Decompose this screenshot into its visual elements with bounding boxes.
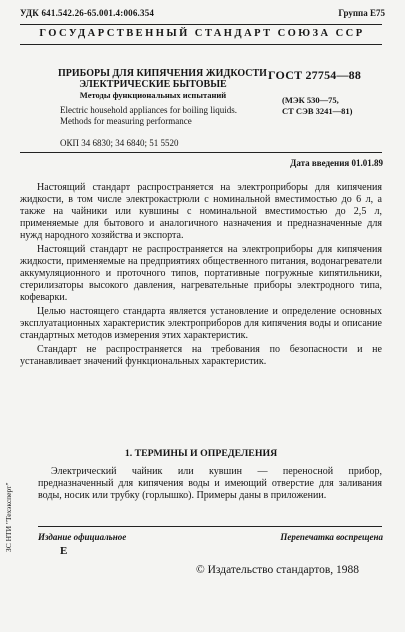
intro-text [20, 182, 382, 369]
section-text [38, 466, 382, 504]
document-title-ru [58, 68, 267, 90]
udk-code: УДК 641.542.26-65.001.4:006.354 [20, 8, 155, 18]
title-line-2: ЭЛЕКТРИЧЕСКИЕ БЫТОВЫЕ [79, 79, 227, 90]
iec-line-2: СТ СЭВ 3241—81) [282, 106, 353, 116]
standard-title: ГОСУДАРСТВЕННЫЙ СТАНДАРТ СОЮЗА ССР [39, 28, 365, 39]
paragraph: Настоящий стандарт не распространяется на электроприборы для кипячения жидкости, применяемые на предприятиях общественного питания, водонагреватели аккумуляционного и проточного типов, портативные погружные кипятильники, стерилизаторы высокого давления, нагревательные приборы электродного типа, кофеварки. [20, 243, 382, 304]
paragraph: Электрический чайник или кувшин — переносной прибор, предназначенный для кипячения воды и имеющий отверстие для заливания воды, носик или трубку (горлышко). Примеры даны в приложении. [38, 466, 382, 502]
edition-letter: Е [60, 545, 68, 557]
title-rule [20, 152, 382, 153]
document-title-en [60, 105, 280, 126]
iec-reference [282, 95, 352, 117]
okp-codes: ОКП 34 6830; 34 6840; 51 5520 [60, 138, 179, 148]
group-code: Группа Е75 [338, 8, 385, 18]
side-note: ЗС НТИ "Техэксперт" [4, 482, 13, 552]
title-en-line-1: Electric household appliances for boiling liquids. [60, 105, 237, 115]
side-note-wrap [4, 482, 16, 632]
gost-number: ГОСТ 27754—88 [268, 68, 362, 82]
iec-line-1: (МЭК 530—75, [282, 95, 339, 105]
title-en-line-2: Methods for measuring performance [60, 115, 192, 126]
reprint-notice: Перепечатка воспрещена [280, 532, 383, 542]
copyright-notice: © Издательство стандартов, 1988 [196, 564, 360, 576]
edition-label: Издание официальное [38, 532, 127, 542]
paragraph: Настоящий стандарт распространяется на электроприборы для кипячения жидкости, в том числе электрокастрюли с номинальной вместимостью до 6 л, а также на чайники или кувшины с номинальной вместимостью до 2,5 л, применяемые для бытового и аналогичного назначения и предназначенные для нужд народного хозяйства и экспорта. [20, 182, 382, 242]
header-rule-bottom [20, 44, 382, 45]
effective-date: Дата введения 01.01.89 [290, 158, 383, 168]
title-line-1: ПРИБОРЫ ДЛЯ КИПЯЧЕНИЯ ЖИДКОСТИ [58, 68, 267, 79]
paragraph: Целью настоящего стандарта является установление и определение основных эксплуатационных характеристик электроприборов для кипячения воды и описание стандартных методов измерения этих характеристик. [20, 305, 382, 342]
section-heading: 1. ТЕРМИНЫ И ОПРЕДЕЛЕНИЯ [124, 448, 278, 459]
document-subtitle-ru: Методы функциональных испытаний [79, 90, 227, 100]
paragraph: Стандарт не распространяется на требования по безопасности и не устанавливает значений функциональных характеристик. [20, 343, 382, 367]
footer-rule [38, 526, 382, 527]
header-rule-top [20, 24, 382, 25]
